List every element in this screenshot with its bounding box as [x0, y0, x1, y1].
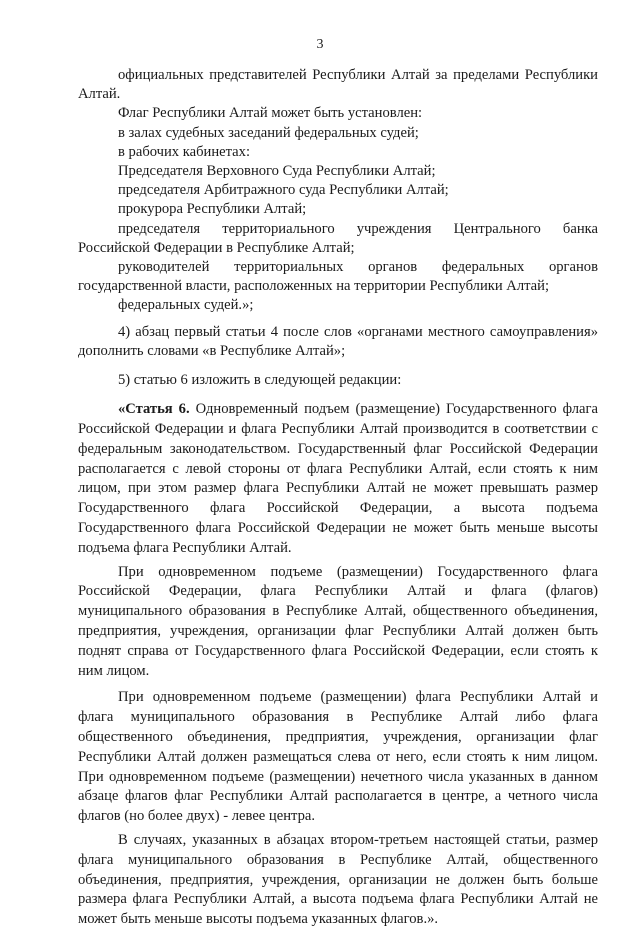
article-6-text: Одновременный подъем (размещение) Государственного флага Российской Федерации и флага Республики Алтай производится в соответствии с федеральным законодательством. Государственный флаг Российской Федерации располагается с левой стороны от флага Республики Алтай, если стоять к ним лицом, при этом размер флага Республики Алтай не может превышать размер Государственного флага Российской Федерации, а высота подъема Государственного флага Российской Федерации не может быть меньше высоты подъема флага Республики Алтай. [78, 401, 598, 556]
paragraph-court-halls: в залах судебных заседаний федеральных судей; [118, 124, 419, 141]
document-body [78, 66, 598, 930]
paragraph-federal-judges: федеральных судей.»; [118, 297, 254, 314]
paragraph-supreme-court-chair: Председателя Верховного Суда Республики Алтай; [118, 163, 436, 180]
paragraph-federal-agency-heads: руководителей территориальных органов федеральных органов государственной власти, расположенных на территории Республики Алтай; [78, 259, 598, 295]
article-6-heading: «Статья 6. [118, 401, 190, 418]
paragraph-flag-size-limits: В случаях, указанных в абзацах втором-третьем настоящей статьи, размер флага муниципального образования в Республике Алтай, общественного объединения, предприятия, учреждения, организации не должен быть больше размера флага Республики Алтай, а высота подъема флага Республики Алтай не может быть меньше высоты подъема указанных флагов.». [78, 831, 598, 928]
paragraph-offices: в рабочих кабинетах: [118, 143, 251, 160]
paragraph-arbitration-court-chair: председателя Арбитражного суда Республики Алтай; [118, 182, 449, 199]
paragraph-prosecutor: прокурора Республики Алтай; [118, 201, 307, 218]
page-number: 3 [316, 37, 324, 52]
paragraph-item-5: 5) статью 6 изложить в следующей редакции: [118, 372, 402, 389]
paragraph-simultaneous-raising-2: При одновременном подъеме (размещении) флага Республики Алтай и флага муниципального образования в Республике Алтай либо флага общественного объединения, предприятия, учреждения, организации флаг Республики Алтай должен размещаться слева от него, если стоять к ним лицом. При одновременном подъеме (размещении) нечетного числа указанных в данном абзаце флагов флаг Республики Алтай располагается в центре, а четного числа флагов (но более двух) - левее центра. [78, 689, 598, 825]
paragraph-article-6 [78, 400, 598, 558]
paragraph-central-bank-chair: председателя территориального учреждения Центрального банка Российской Федерации в Республике Алтай; [78, 220, 598, 256]
paragraph-flag-may-be-installed: Флаг Республики Алтай может быть установлен: [118, 105, 423, 122]
paragraph-simultaneous-raising-1: При одновременном подъеме (размещении) Государственного флага Российской Федерации, флага Республики Алтай и флага (флагов) муниципального образования в Республике Алтай, общественного объединения, предприятия, учреждения, организации флаг Республики Алтай должен быть поднят справа от Государственного флага Российской Федерации, если стоять к ним лицом. [78, 563, 598, 679]
paragraph-item-4: 4) абзац первый статьи 4 после слов «органами местного самоуправления» дополнить словами «в Республике Алтай»; [78, 323, 598, 359]
paragraph-representatives: официальных представителей Республики Алтай за пределами Республики Алтай. [78, 67, 598, 103]
